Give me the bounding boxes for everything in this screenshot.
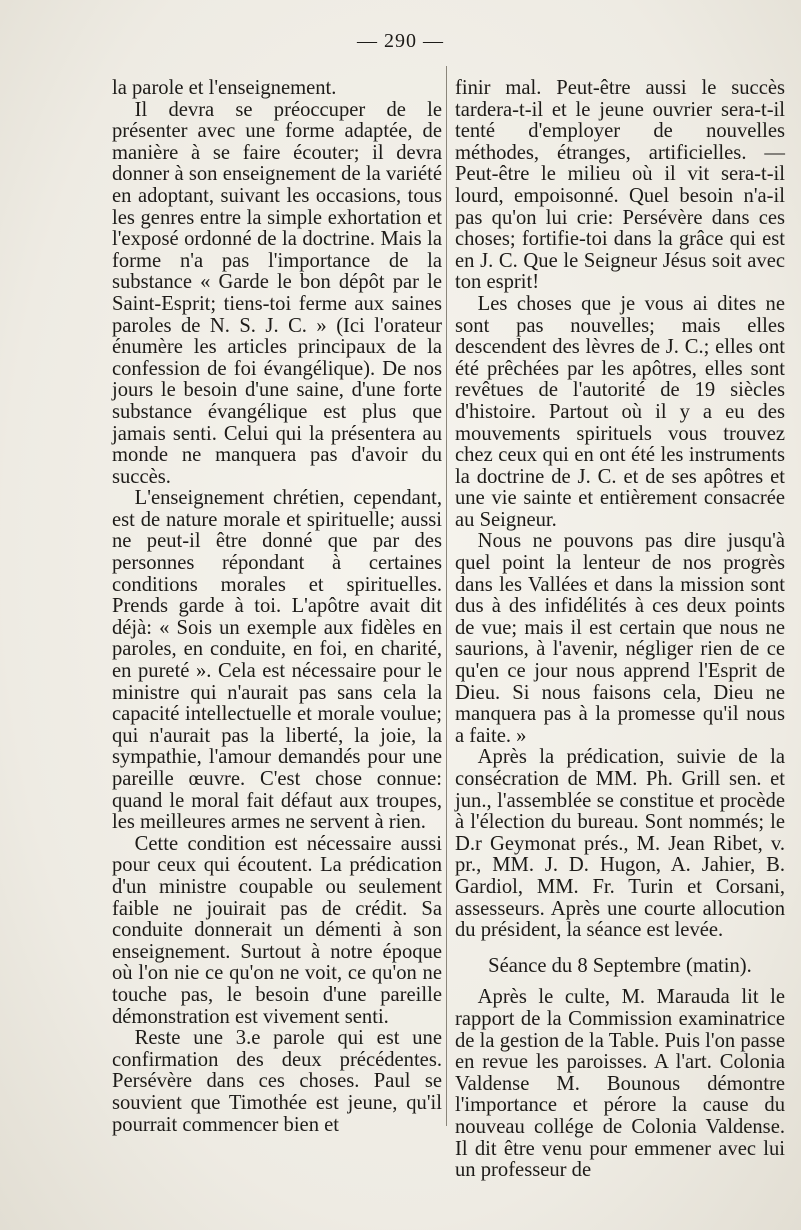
paragraph: L'enseignement chrétien, cependant, est de nature morale et spirituelle; aussi ne peut-il être donné que par des personnes répondant à certaines conditions morales et spirituelles. Prends garde à toi. L'apôtre avait dit déjà: « Sois un exemple aux fidèles en paroles, en conduite, en foi, en charité, en pureté ». Cela est nécessaire pour le ministre qui n'aurait pas sans cela la capacité intellectuelle et morale voulue; qui n'aurait pas la liberté, la joie, la sympathie, l'amour demandés pour une pareille œuvre. C'est chose connue: quand le moral fait défaut aux troupes, les meilleures armes ne servent à rien. xyxy=(112,487,442,834)
paragraph: Reste une 3.e parole qui est une confirmation des deux précédentes. Persévère dans ces choses. Paul se souvient que Timothée est jeune, qu'il pourrait commencer bien et xyxy=(112,1027,442,1136)
paragraph: Après la prédication, suivie de la consécration de MM. Ph. Grill sen. et jun., l'assemblée se constitue et procède à l'élection du bureau. Sont nommés; le D.r Geymonat prés., M. Jean Ribet, v. pr., MM. J. D. Hugon, A. Jahier, B. Gardiol, MM. Fr. Turin et Corsani, assesseurs. Après une courte allocution du président, la séance est levée. xyxy=(455,746,785,942)
paragraph: Nous ne pouvons pas dire jusqu'à quel point la lenteur de nos progrès dans les Vallées et dans la mission sont dus à des infidélités à ces deux points de vue; mais il est certain que nous ne saurions, à l'avenir, négliger rien de ce qu'en ce jour nous apprend l'Esprit de Dieu. Si nous faisons cela, Dieu ne manquera pas à la promesse qu'il nous a faite. » xyxy=(455,530,785,747)
paragraph: Les choses que je vous ai dites ne sont pas nouvelles; mais elles descendent des lèvres de J. C.; elles ont été prêchées par les apôtres, elles sont revêtues de l'autorité de 19 siècles d'histoire. Partout où il y a eu des mouvements spirituels vous trouvez chez ceux qui en ont été les instruments la doctrine de J. C. et de ses apôtres et une vie sainte et entièrement consacrée au Seigneur. xyxy=(455,292,785,531)
column-divider xyxy=(446,66,447,1126)
paragraph: finir mal. Peut-être aussi le succès tardera-t-il et le jeune ouvrier sera-t-il tenté d'employer de nouvelles méthodes, étranges, artificielles. — Peut-être le milieu où il vit sera-t-il lourd, empoisonné. Quel besoin n'a-il pas qu'on lui crie: Persévère dans ces choses; fortifie-toi dans la grâce qui est en J. C. Que le Seigneur Jésus soit avec ton esprit! xyxy=(455,77,785,294)
section-heading: Séance du 8 Septembre (matin). xyxy=(488,954,752,977)
paragraph: Cette condition est nécessaire aussi pour ceux qui écoutent. La prédication d'un ministre coupable ou seulement faible ne jouirait pas de crédit. Sa conduite donnerait un démenti à son enseignement. Surtout à notre époque où l'on nie ce qu'on ne voit, ce qu'on ne touche pas, le besoin d'une pareille démonstration est vivement senti. xyxy=(112,832,442,1028)
paragraph: la parole et l'enseignement. xyxy=(112,77,337,99)
page-number: — 290 — xyxy=(357,30,444,52)
right-column xyxy=(455,78,785,1182)
paragraph: Après le culte, M. Marauda lit le rapport de la Commission examinatrice de la gestion de la Table. Puis l'on passe en revue les paroisses. A l'art. Colonia Valdense M. Bounous démontre l'importance et pérore la cause du nouveau collége de Colonia Valdense. Il dit être venu pour emmener avec lui un professeur de xyxy=(455,986,785,1182)
left-column xyxy=(112,78,442,1136)
paragraph: Il devra se préoccuper de le présenter avec une forme adaptée, de manière à se faire écouter; il devra donner à son enseignement de la variété en adoptant, suivant les occasions, tous les genres entre la simple exhortation et l'exposé ordonné de la doctrine. Mais la forme n'a pas l'importance de la substance « Garde le bon dépôt par le Saint-Esprit; tiens-toi ferme aux saines paroles de N. S. J. C. » (Ici l'orateur énumère les articles principaux de la confession de foi évangélique). De nos jours le besoin d'une saine, d'une forte substance évangélique est plus que jamais senti. Celui qui la présentera au monde ne manquera pas d'avoir du succès. xyxy=(112,98,442,488)
